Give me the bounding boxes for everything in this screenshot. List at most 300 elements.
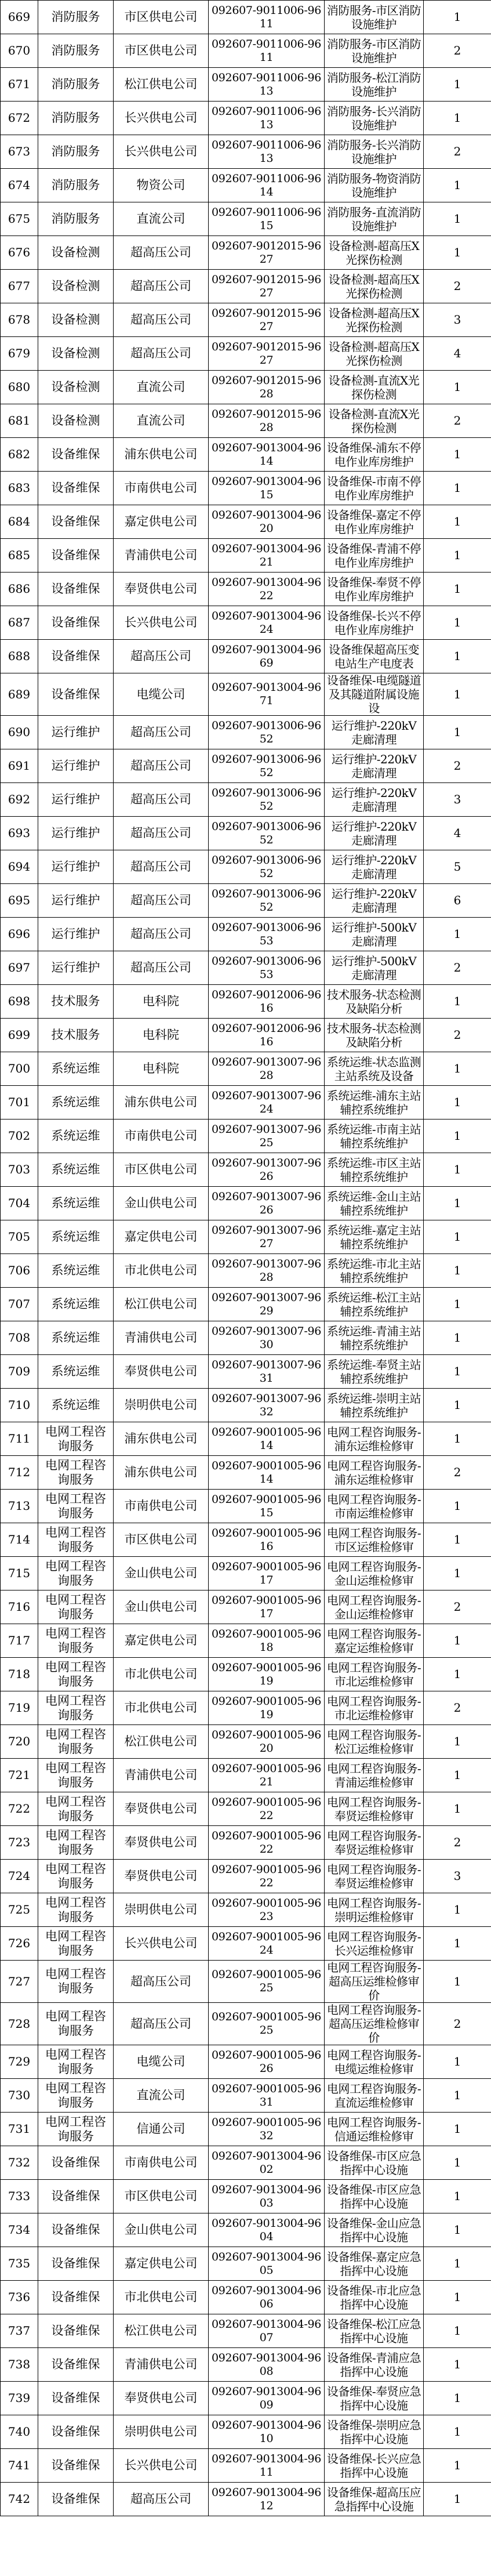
table-row [1, 1153, 491, 1187]
row-number-cell: 741 [1, 2449, 38, 2483]
package-name-cell: 消防服务-长兴消防设施维护 [325, 102, 424, 135]
table-row [1, 2213, 491, 2247]
lot-number-cell: 4 [424, 337, 491, 371]
row-number-cell: 688 [1, 640, 38, 673]
row-number-cell: 687 [1, 606, 38, 640]
unit-name-cell: 嘉定供电公司 [114, 505, 209, 539]
row-number-cell: 726 [1, 1927, 38, 1961]
table-row [1, 606, 491, 640]
lot-number-cell: 1 [424, 1792, 491, 1826]
lot-number-cell: 1 [424, 472, 491, 505]
package-code-cell: 092607-9013004-9622 [209, 573, 325, 606]
table-row [1, 918, 491, 951]
table-row [1, 985, 491, 1019]
package-name-cell: 技术服务-状态检测及缺陷分析 [325, 1019, 424, 1052]
unit-name-cell: 超高压公司 [114, 2003, 209, 2045]
package-code-cell: 092607-9013006-9652 [209, 749, 325, 783]
package-code-cell: 092607-9001005-9625 [209, 2003, 325, 2045]
unit-name-cell: 长兴供电公司 [114, 2449, 209, 2483]
row-number-cell: 709 [1, 1355, 38, 1389]
service-category-cell: 电网工程咨询服务 [38, 1792, 114, 1826]
table-row [1, 2003, 491, 2045]
lot-number-cell: 1 [424, 640, 491, 673]
package-code-cell: 092607-9013006-9652 [209, 817, 325, 850]
table-row [1, 102, 491, 135]
lot-number-cell: 1 [424, 1557, 491, 1590]
service-category-cell: 设备维保 [38, 2314, 114, 2348]
row-number-cell: 695 [1, 884, 38, 918]
service-category-cell: 电网工程咨询服务 [38, 1725, 114, 1759]
package-name-cell: 设备维保-市南不停电作业库房维护 [325, 472, 424, 505]
lot-number-cell: 1 [424, 1927, 491, 1961]
table-row [1, 850, 491, 884]
lot-number-cell: 1 [424, 1086, 491, 1119]
package-name-cell: 消防服务-市区消防设施维护 [325, 34, 424, 68]
table-row [1, 2382, 491, 2415]
row-number-cell: 670 [1, 34, 38, 68]
package-name-cell: 电网工程咨询服务-奉贤运维检修审 [325, 1860, 424, 1893]
row-number-cell: 722 [1, 1792, 38, 1826]
service-category-cell: 系统运维 [38, 1321, 114, 1355]
lot-number-cell: 3 [424, 783, 491, 817]
package-name-cell: 电网工程咨询服务-市南运维检修审 [325, 1490, 424, 1523]
package-code-cell: 092607-9013007-9628 [209, 1052, 325, 1086]
service-category-cell: 设备检测 [38, 371, 114, 404]
table-row [1, 1658, 491, 1691]
lot-number-cell: 1 [424, 2348, 491, 2382]
lot-number-cell: 1 [424, 1725, 491, 1759]
service-category-cell: 技术服务 [38, 985, 114, 1019]
service-category-cell: 电网工程咨询服务 [38, 2045, 114, 2079]
table-row [1, 1355, 491, 1389]
package-code-cell: 092607-9013007-9626 [209, 1187, 325, 1220]
unit-name-cell: 青浦供电公司 [114, 1321, 209, 1355]
lot-number-cell: 1 [424, 1153, 491, 1187]
table-row [1, 1490, 491, 1523]
package-name-cell: 系统运维-嘉定主站辅控系统维护 [325, 1220, 424, 1254]
row-number-cell: 707 [1, 1288, 38, 1321]
package-name-cell: 技术服务-状态检测及缺陷分析 [325, 985, 424, 1019]
service-category-cell: 电网工程咨询服务 [38, 1826, 114, 1860]
package-name-cell: 电网工程咨询服务-松江运维检修审 [325, 1725, 424, 1759]
package-code-cell: 092607-9001005-9626 [209, 2045, 325, 2079]
unit-name-cell: 青浦供电公司 [114, 1759, 209, 1792]
package-name-cell: 设备维保-嘉定不停电作业库房维护 [325, 505, 424, 539]
service-category-cell: 设备维保 [38, 2348, 114, 2382]
row-number-cell: 720 [1, 1725, 38, 1759]
unit-name-cell: 超高压公司 [114, 640, 209, 673]
unit-name-cell: 超高压公司 [114, 850, 209, 884]
table-row [1, 539, 491, 573]
table-row [1, 169, 491, 202]
table-row [1, 2449, 491, 2483]
service-category-cell: 系统运维 [38, 1254, 114, 1288]
package-name-cell: 运行维护-500kV走廊清理 [325, 918, 424, 951]
package-code-cell: 092607-9001005-9614 [209, 1456, 325, 1490]
unit-name-cell: 超高压公司 [114, 303, 209, 337]
table-row [1, 2281, 491, 2314]
service-category-cell: 设备检测 [38, 337, 114, 371]
table-row [1, 2180, 491, 2213]
service-category-cell: 消防服务 [38, 1, 114, 34]
lot-number-cell: 1 [424, 2045, 491, 2079]
service-category-cell: 系统运维 [38, 1355, 114, 1389]
package-code-cell: 092607-9013004-9607 [209, 2314, 325, 2348]
lot-number-cell: 1 [424, 716, 491, 749]
unit-name-cell: 市区供电公司 [114, 34, 209, 68]
package-code-cell: 092607-9001005-9617 [209, 1557, 325, 1590]
package-name-cell: 电网工程咨询服务-浦东运维检修审 [325, 1456, 424, 1490]
unit-name-cell: 超高压公司 [114, 716, 209, 749]
row-number-cell: 729 [1, 2045, 38, 2079]
package-code-cell: 092607-9013004-9611 [209, 2449, 325, 2483]
service-category-cell: 消防服务 [38, 102, 114, 135]
table-row [1, 884, 491, 918]
package-code-cell: 092607-9012006-9616 [209, 1019, 325, 1052]
package-name-cell: 电网工程咨询服务-嘉定运维检修审 [325, 1624, 424, 1658]
unit-name-cell: 超高压公司 [114, 951, 209, 985]
package-code-cell: 092607-9013004-9605 [209, 2247, 325, 2281]
row-number-cell: 738 [1, 2348, 38, 2382]
package-name-cell: 电网工程咨询服务-金山运维检修审 [325, 1590, 424, 1624]
package-name-cell: 电网工程咨询服务-浦东运维检修审 [325, 1422, 424, 1456]
row-number-cell: 678 [1, 303, 38, 337]
service-category-cell: 设备维保 [38, 2213, 114, 2247]
package-name-cell: 系统运维-市北主站辅控系统维护 [325, 1254, 424, 1288]
service-category-cell: 设备检测 [38, 236, 114, 270]
table-row [1, 2483, 491, 2516]
table-row [1, 1961, 491, 2003]
unit-name-cell: 长兴供电公司 [114, 1927, 209, 1961]
package-name-cell: 电网工程咨询服务-电缆运维检修审 [325, 2045, 424, 2079]
service-category-cell: 设备维保 [38, 640, 114, 673]
row-number-cell: 694 [1, 850, 38, 884]
package-code-cell: 092607-9013004-9615 [209, 472, 325, 505]
service-category-cell: 系统运维 [38, 1119, 114, 1153]
unit-name-cell: 嘉定供电公司 [114, 2247, 209, 2281]
row-number-cell: 742 [1, 2483, 38, 2516]
service-category-cell: 运行维护 [38, 884, 114, 918]
table-row [1, 135, 491, 169]
unit-name-cell: 长兴供电公司 [114, 135, 209, 169]
service-category-cell: 电网工程咨询服务 [38, 1590, 114, 1624]
package-code-cell: 092607-9013004-9603 [209, 2180, 325, 2213]
package-name-cell: 设备维保-金山应急指挥中心设施 [325, 2213, 424, 2247]
service-category-cell: 电网工程咨询服务 [38, 1961, 114, 2003]
package-code-cell: 092607-9013007-9632 [209, 1389, 325, 1422]
package-code-cell: 092607-9001005-9619 [209, 1691, 325, 1725]
service-category-cell: 电网工程咨询服务 [38, 1658, 114, 1691]
package-code-cell: 092607-9001005-9631 [209, 2079, 325, 2113]
service-category-cell: 电网工程咨询服务 [38, 1456, 114, 1490]
service-category-cell: 电网工程咨询服务 [38, 1422, 114, 1456]
table-row [1, 1725, 491, 1759]
package-code-cell: 092607-9012015-9628 [209, 371, 325, 404]
service-category-cell: 设备维保 [38, 438, 114, 472]
package-code-cell: 092607-9013004-9614 [209, 438, 325, 472]
lot-number-cell: 1 [424, 673, 491, 716]
table-row [1, 2247, 491, 2281]
lot-number-cell: 1 [424, 2449, 491, 2483]
service-category-cell: 设备维保 [38, 606, 114, 640]
lot-number-cell: 6 [424, 884, 491, 918]
service-category-cell: 技术服务 [38, 1019, 114, 1052]
table-row [1, 951, 491, 985]
lot-number-cell: 2 [424, 34, 491, 68]
package-code-cell: 092607-9013006-9652 [209, 884, 325, 918]
package-name-cell: 系统运维-状态监测主站系统及设备 [325, 1052, 424, 1086]
lot-number-cell: 1 [424, 1624, 491, 1658]
table-row [1, 2415, 491, 2449]
unit-name-cell: 长兴供电公司 [114, 606, 209, 640]
row-number-cell: 674 [1, 169, 38, 202]
table-row [1, 2079, 491, 2113]
package-code-cell: 092607-9013004-9609 [209, 2382, 325, 2415]
unit-name-cell: 松江供电公司 [114, 68, 209, 102]
package-name-cell: 设备检测-超高压X光探伤检测 [325, 337, 424, 371]
table-row [1, 1557, 491, 1590]
service-category-cell: 系统运维 [38, 1389, 114, 1422]
lot-number-cell: 1 [424, 918, 491, 951]
row-number-cell: 672 [1, 102, 38, 135]
package-code-cell: 092607-9013006-9652 [209, 850, 325, 884]
row-number-cell: 724 [1, 1860, 38, 1893]
package-name-cell: 系统运维-金山主站辅控系统维护 [325, 1187, 424, 1220]
table-row [1, 716, 491, 749]
row-number-cell: 692 [1, 783, 38, 817]
package-name-cell: 电网工程咨询服务-金山运维检修审 [325, 1557, 424, 1590]
lot-number-cell: 1 [424, 202, 491, 236]
unit-name-cell: 直流公司 [114, 404, 209, 438]
package-code-cell: 092607-9013004-9612 [209, 2483, 325, 2516]
unit-name-cell: 市南供电公司 [114, 1490, 209, 1523]
unit-name-cell: 超高压公司 [114, 783, 209, 817]
package-name-cell: 系统运维-浦东主站辅控系统维护 [325, 1086, 424, 1119]
unit-name-cell: 市北供电公司 [114, 1658, 209, 1691]
service-category-cell: 消防服务 [38, 34, 114, 68]
table-row [1, 817, 491, 850]
package-name-cell: 消防服务-直流消防设施维护 [325, 202, 424, 236]
unit-name-cell: 浦东供电公司 [114, 1086, 209, 1119]
unit-name-cell: 青浦供电公司 [114, 2348, 209, 2382]
lot-number-cell: 3 [424, 303, 491, 337]
package-code-cell: 092607-9001005-9624 [209, 1927, 325, 1961]
table-row [1, 2045, 491, 2079]
lot-number-cell: 1 [424, 102, 491, 135]
package-code-cell: 092607-9001005-9622 [209, 1826, 325, 1860]
lot-number-cell: 1 [424, 2415, 491, 2449]
unit-name-cell: 市北供电公司 [114, 1691, 209, 1725]
row-number-cell: 698 [1, 985, 38, 1019]
lot-number-cell: 1 [424, 1052, 491, 1086]
package-code-cell: 092607-9001005-9620 [209, 1725, 325, 1759]
package-name-cell: 系统运维-崇明主站辅控系统维护 [325, 1389, 424, 1422]
service-category-cell: 电网工程咨询服务 [38, 1490, 114, 1523]
lot-number-cell: 1 [424, 371, 491, 404]
lot-number-cell: 1 [424, 573, 491, 606]
package-code-cell: 092607-9013004-9606 [209, 2281, 325, 2314]
table-row [1, 1321, 491, 1355]
unit-name-cell: 超高压公司 [114, 337, 209, 371]
unit-name-cell: 超高压公司 [114, 918, 209, 951]
package-code-cell: 092607-9012006-9616 [209, 985, 325, 1019]
package-name-cell: 系统运维-松江主站辅控系统维护 [325, 1288, 424, 1321]
lot-number-cell: 1 [424, 1321, 491, 1355]
service-category-cell: 电网工程咨询服务 [38, 1893, 114, 1927]
service-category-cell: 消防服务 [38, 169, 114, 202]
lot-number-cell: 1 [424, 2180, 491, 2213]
table-row [1, 673, 491, 716]
table-row [1, 202, 491, 236]
row-number-cell: 677 [1, 270, 38, 303]
unit-name-cell: 浦东供电公司 [114, 438, 209, 472]
unit-name-cell: 直流公司 [114, 202, 209, 236]
lot-number-cell: 1 [424, 1288, 491, 1321]
table-row [1, 1456, 491, 1490]
row-number-cell: 725 [1, 1893, 38, 1927]
unit-name-cell: 超高压公司 [114, 817, 209, 850]
package-code-cell: 092607-9001005-9616 [209, 1523, 325, 1557]
table-row [1, 270, 491, 303]
package-code-cell: 092607-9012015-9627 [209, 303, 325, 337]
unit-name-cell: 松江供电公司 [114, 1288, 209, 1321]
unit-name-cell: 市区供电公司 [114, 1153, 209, 1187]
lot-number-cell: 1 [424, 1490, 491, 1523]
row-number-cell: 673 [1, 135, 38, 169]
table-row [1, 2113, 491, 2146]
lot-number-cell: 1 [424, 1355, 491, 1389]
table-row [1, 1052, 491, 1086]
unit-name-cell: 直流公司 [114, 2079, 209, 2113]
package-name-cell: 设备维保-长兴不停电作业库房维护 [325, 606, 424, 640]
package-name-cell: 电网工程咨询服务-超高压运维检修审价 [325, 2003, 424, 2045]
service-category-cell: 电网工程咨询服务 [38, 1759, 114, 1792]
package-name-cell: 运行维护-220kV走廊清理 [325, 884, 424, 918]
row-number-cell: 697 [1, 951, 38, 985]
service-category-cell: 设备检测 [38, 270, 114, 303]
package-code-cell: 092607-9013007-9631 [209, 1355, 325, 1389]
package-name-cell: 设备维保-奉贤应急指挥中心设施 [325, 2382, 424, 2415]
row-number-cell: 710 [1, 1389, 38, 1422]
service-category-cell: 电网工程咨询服务 [38, 1557, 114, 1590]
row-number-cell: 737 [1, 2314, 38, 2348]
unit-name-cell: 奉贤供电公司 [114, 573, 209, 606]
unit-name-cell: 市南供电公司 [114, 1119, 209, 1153]
unit-name-cell: 浦东供电公司 [114, 1456, 209, 1490]
table-row [1, 438, 491, 472]
row-number-cell: 679 [1, 337, 38, 371]
lot-number-cell: 1 [424, 606, 491, 640]
unit-name-cell: 市区供电公司 [114, 1, 209, 34]
service-category-cell: 系统运维 [38, 1220, 114, 1254]
package-code-cell: 092607-9013004-9669 [209, 640, 325, 673]
row-number-cell: 736 [1, 2281, 38, 2314]
package-code-cell: 092607-9013006-9652 [209, 783, 325, 817]
unit-name-cell: 物资公司 [114, 169, 209, 202]
lot-number-cell: 1 [424, 2483, 491, 2516]
lot-number-cell: 1 [424, 1523, 491, 1557]
unit-name-cell: 市区供电公司 [114, 1523, 209, 1557]
package-name-cell: 设备维保-长兴应急指挥中心设施 [325, 2449, 424, 2483]
table-row [1, 68, 491, 102]
lot-number-cell: 1 [424, 985, 491, 1019]
row-number-cell: 703 [1, 1153, 38, 1187]
package-code-cell: 092607-9001005-9622 [209, 1792, 325, 1826]
service-category-cell: 设备维保 [38, 573, 114, 606]
lot-number-cell: 1 [424, 1422, 491, 1456]
package-code-cell: 092607-9012015-9627 [209, 236, 325, 270]
package-name-cell: 设备维保-松江应急指挥中心设施 [325, 2314, 424, 2348]
table-row [1, 2314, 491, 2348]
row-number-cell: 728 [1, 2003, 38, 2045]
package-code-cell: 092607-9013004-9624 [209, 606, 325, 640]
lot-number-cell: 2 [424, 951, 491, 985]
package-code-cell: 092607-9001005-9632 [209, 2113, 325, 2146]
package-name-cell: 电网工程咨询服务-长兴运维检修审 [325, 1927, 424, 1961]
row-number-cell: 685 [1, 539, 38, 573]
row-number-cell: 671 [1, 68, 38, 102]
row-number-cell: 669 [1, 1, 38, 34]
package-name-cell: 电网工程咨询服务-奉贤运维检修审 [325, 1826, 424, 1860]
row-number-cell: 701 [1, 1086, 38, 1119]
service-category-cell: 消防服务 [38, 202, 114, 236]
table-row [1, 404, 491, 438]
row-number-cell: 680 [1, 371, 38, 404]
lot-number-cell: 1 [424, 1119, 491, 1153]
package-name-cell: 消防服务-市区消防设施维护 [325, 1, 424, 34]
table-row [1, 2146, 491, 2180]
service-category-cell: 设备维保 [38, 472, 114, 505]
service-category-cell: 设备维保 [38, 2449, 114, 2483]
lot-number-cell: 1 [424, 539, 491, 573]
row-number-cell: 715 [1, 1557, 38, 1590]
unit-name-cell: 金山供电公司 [114, 1557, 209, 1590]
package-name-cell: 设备维保-嘉定应急指挥中心设施 [325, 2247, 424, 2281]
lot-number-cell: 5 [424, 850, 491, 884]
row-number-cell: 676 [1, 236, 38, 270]
row-number-cell: 718 [1, 1658, 38, 1691]
table-row [1, 1288, 491, 1321]
service-category-cell: 消防服务 [38, 68, 114, 102]
unit-name-cell: 超高压公司 [114, 749, 209, 783]
service-category-cell: 设备维保 [38, 2247, 114, 2281]
unit-name-cell: 崇明供电公司 [114, 2415, 209, 2449]
table-row [1, 1860, 491, 1893]
package-name-cell: 系统运维-市区主站辅控系统维护 [325, 1153, 424, 1187]
table-row [1, 2348, 491, 2382]
service-category-cell: 设备维保 [38, 2180, 114, 2213]
lot-number-cell: 1 [424, 505, 491, 539]
lot-number-cell: 2 [424, 1019, 491, 1052]
lot-number-cell: 1 [424, 1254, 491, 1288]
package-code-cell: 092607-9013007-9625 [209, 1119, 325, 1153]
lot-number-cell: 1 [424, 2382, 491, 2415]
service-category-cell: 系统运维 [38, 1153, 114, 1187]
table-row [1, 1759, 491, 1792]
row-number-cell: 682 [1, 438, 38, 472]
table-row [1, 1187, 491, 1220]
package-code-cell: 092607-9011006-9613 [209, 135, 325, 169]
table-row [1, 505, 491, 539]
row-number-cell: 675 [1, 202, 38, 236]
service-category-cell: 系统运维 [38, 1288, 114, 1321]
package-name-cell: 设备维保-奉贤不停电作业库房维护 [325, 573, 424, 606]
unit-name-cell: 奉贤供电公司 [114, 1355, 209, 1389]
unit-name-cell: 奉贤供电公司 [114, 1860, 209, 1893]
lot-number-cell: 2 [424, 1590, 491, 1624]
row-number-cell: 705 [1, 1220, 38, 1254]
lot-number-cell: 1 [424, 2247, 491, 2281]
